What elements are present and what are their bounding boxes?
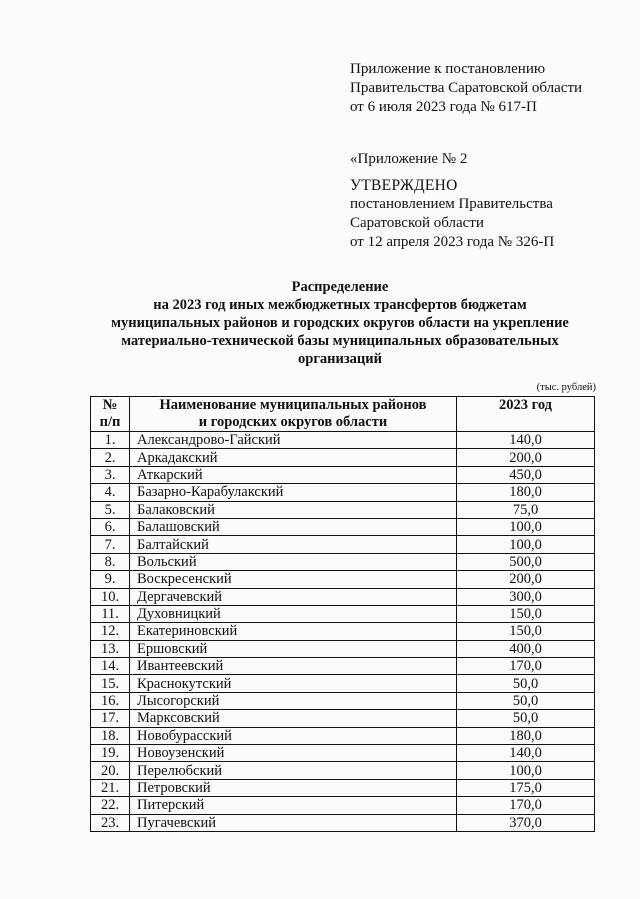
- title-line: на 2023 год иных межбюджетных трансфертов бюджетам: [153, 297, 527, 313]
- approved-title: УТВЕРЖДЕНО: [350, 177, 458, 194]
- transfer-amount: 140,0: [457, 432, 595, 449]
- table-row: [91, 553, 595, 570]
- district-name: Екатериновский: [130, 623, 457, 640]
- table-row: [91, 484, 595, 501]
- transfer-amount: 50,0: [457, 675, 595, 692]
- transfer-amount: 170,0: [457, 658, 595, 675]
- transfer-amount: 50,0: [457, 692, 595, 709]
- table-row: [91, 727, 595, 744]
- transfer-amount: 100,0: [457, 518, 595, 535]
- district-name: Духовницкий: [130, 605, 457, 622]
- approved-line: от 12 апреля 2023 года № 326-П: [350, 234, 555, 250]
- district-name: Воскресенский: [130, 571, 457, 588]
- header-name: [130, 397, 457, 432]
- table-row: [91, 518, 595, 535]
- header-name-line: Наименование муниципальных районов: [159, 397, 427, 413]
- district-name: Ивантеевский: [130, 658, 457, 675]
- transfer-amount: 100,0: [457, 536, 595, 553]
- row-number: 10.: [91, 588, 130, 605]
- header-number-line: п/п: [99, 414, 121, 430]
- district-name: Петровский: [130, 779, 457, 796]
- transfer-amount: 150,0: [457, 605, 595, 622]
- table-row: [91, 588, 595, 605]
- transfer-amount: 50,0: [457, 710, 595, 727]
- row-number: 23.: [91, 814, 130, 831]
- table-row: [91, 675, 595, 692]
- table-row: [91, 762, 595, 779]
- approval-block: [350, 176, 554, 252]
- row-number: 6.: [91, 518, 130, 535]
- row-number: 14.: [91, 658, 130, 675]
- transfer-amount: 200,0: [457, 449, 595, 466]
- approved-line: Саратовской области: [350, 215, 484, 231]
- row-number: 13.: [91, 640, 130, 657]
- table-row: [91, 814, 595, 831]
- table-row: [91, 466, 595, 483]
- transfer-amount: 140,0: [457, 745, 595, 762]
- table-row: [91, 710, 595, 727]
- row-number: 17.: [91, 710, 130, 727]
- district-name: Балаковский: [130, 501, 457, 518]
- transfer-amount: 500,0: [457, 553, 595, 570]
- row-number: 7.: [91, 536, 130, 553]
- district-name: Марксовский: [130, 710, 457, 727]
- transfer-amount: 100,0: [457, 762, 595, 779]
- row-number: 5.: [91, 501, 130, 518]
- district-name: Балтайский: [130, 536, 457, 553]
- title-line: материально-технической базы муниципальных образовательных: [121, 333, 559, 349]
- transfer-amount: 75,0: [457, 501, 595, 518]
- transfer-amount: 180,0: [457, 727, 595, 744]
- transfer-amount: 200,0: [457, 571, 595, 588]
- table-row: [91, 501, 595, 518]
- approved-line: постановлением Правительства: [350, 196, 553, 212]
- table-row: [91, 745, 595, 762]
- transfer-amount: 170,0: [457, 797, 595, 814]
- units-note: (тыс. рублей): [536, 382, 596, 393]
- table-row: [91, 640, 595, 657]
- district-name: Новобурасский: [130, 727, 457, 744]
- distribution-table: [90, 396, 595, 832]
- district-name: Питерский: [130, 797, 457, 814]
- district-name: Лысогорский: [130, 692, 457, 709]
- table-row: [91, 658, 595, 675]
- title-line: муниципальных районов и городских округов области на укрепление: [111, 315, 569, 331]
- row-number: 3.: [91, 466, 130, 483]
- title-line: Распределение: [291, 279, 389, 295]
- district-name: Новоузенский: [130, 745, 457, 762]
- district-name: Аркадакский: [130, 449, 457, 466]
- district-name: Краснокутский: [130, 675, 457, 692]
- title-line: организаций: [298, 351, 382, 367]
- district-name: Ершовский: [130, 640, 457, 657]
- district-name: Александрово-Гайский: [130, 432, 457, 449]
- table-row: [91, 623, 595, 640]
- transfer-amount: 300,0: [457, 588, 595, 605]
- district-name: Перелюбский: [130, 762, 457, 779]
- row-number: 22.: [91, 797, 130, 814]
- transfer-amount: 400,0: [457, 640, 595, 657]
- table-row: [91, 605, 595, 622]
- row-number: 11.: [91, 605, 130, 622]
- document-title: [60, 278, 620, 368]
- row-number: 12.: [91, 623, 130, 640]
- table-row: [91, 571, 595, 588]
- table-row: [91, 432, 595, 449]
- row-number: 18.: [91, 727, 130, 744]
- row-number: 8.: [91, 553, 130, 570]
- annex-number: «Приложение № 2: [350, 151, 468, 167]
- transfer-amount: 175,0: [457, 779, 595, 796]
- row-number: 2.: [91, 449, 130, 466]
- table-row: [91, 449, 595, 466]
- table-row: [91, 536, 595, 553]
- table-row: [91, 779, 595, 796]
- annex-line: Приложение к постановлению: [350, 61, 546, 77]
- transfer-amount: 180,0: [457, 484, 595, 501]
- header-number-line: №: [102, 397, 118, 413]
- row-number: 1.: [91, 432, 130, 449]
- district-name: Аткарский: [130, 466, 457, 483]
- transfer-amount: 370,0: [457, 814, 595, 831]
- row-number: 19.: [91, 745, 130, 762]
- annex-line: от 6 июля 2023 года № 617-П: [350, 99, 537, 115]
- district-name: Вольский: [130, 553, 457, 570]
- transfer-amount: 450,0: [457, 466, 595, 483]
- header-name-line: и городских округов области: [198, 414, 388, 430]
- district-name: Пугачевский: [130, 814, 457, 831]
- row-number: 4.: [91, 484, 130, 501]
- header-year: 2023 год: [457, 397, 595, 432]
- row-number: 20.: [91, 762, 130, 779]
- row-number: 21.: [91, 779, 130, 796]
- table-body: [91, 432, 595, 832]
- table-row: [91, 692, 595, 709]
- district-name: Базарно-Карабулакский: [130, 484, 457, 501]
- table-row: [91, 797, 595, 814]
- annex-line: Правительства Саратовской области: [350, 80, 583, 96]
- transfer-amount: 150,0: [457, 623, 595, 640]
- row-number: 9.: [91, 571, 130, 588]
- annex-reference: [350, 60, 582, 117]
- row-number: 15.: [91, 675, 130, 692]
- district-name: Дергачевский: [130, 588, 457, 605]
- table-header-row: [91, 397, 595, 432]
- row-number: 16.: [91, 692, 130, 709]
- district-name: Балашовский: [130, 518, 457, 535]
- header-number: [91, 397, 130, 432]
